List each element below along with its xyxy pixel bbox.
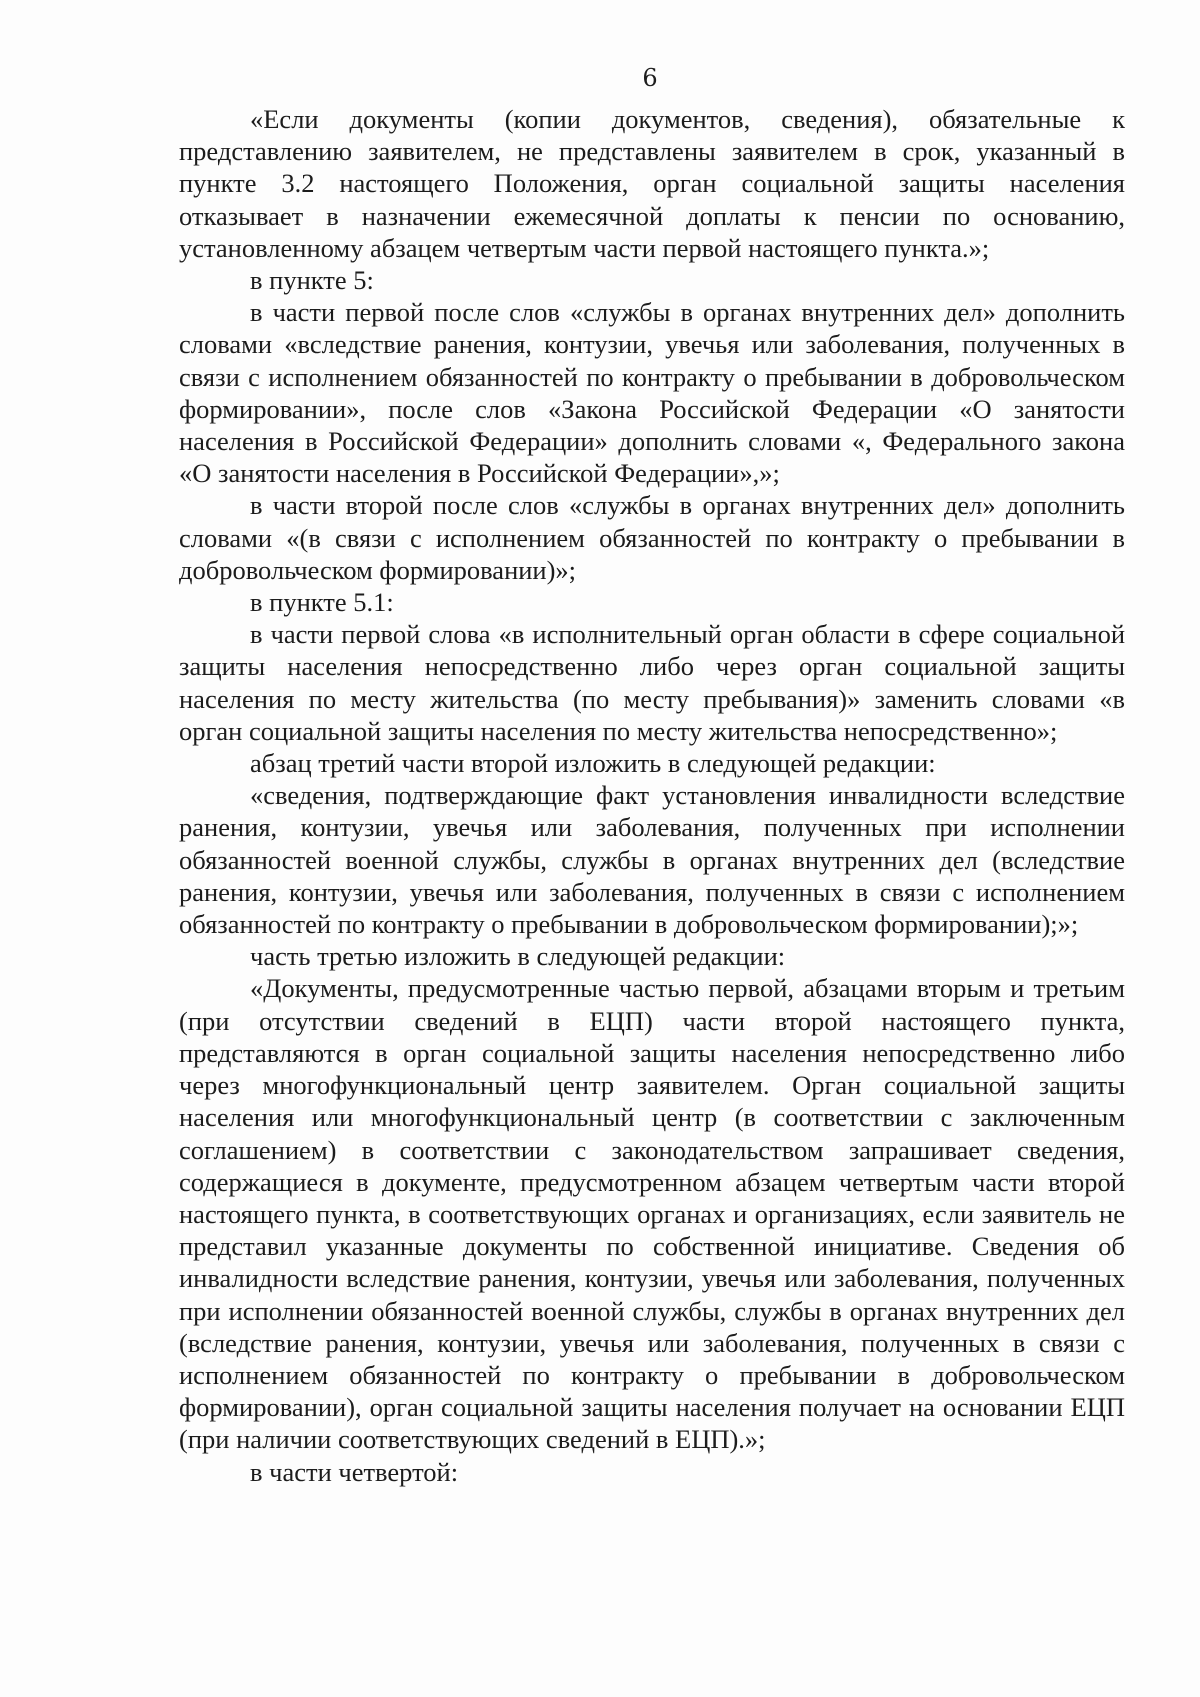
paragraph-item-5-1-part-1: в части первой слова «в исполнительный орган области в сфере социальной защиты населения непосредственно либо через орган социальной защиты населения по месту жительства (по месту пребывания)» заменить словами «в орган социальной защиты населения по месту жительства непосредственно»; xyxy=(179,619,1125,746)
paragraph-item-5-part-1: в части первой после слов «службы в органах внутренних дел» дополнить словами «вследствие ранения, контузии, увечья или заболевания, полученных в связи с исполнением обязанностей по контракту о пребывании в добровольческом формировании», после слов «Закона Российской Федерации «О занятости населения в Российской Федерации» дополнить словами «, Федерального закона «О занятости населения в Российской Федерации»,»; xyxy=(179,297,1125,489)
paragraph-item-5-1-part-2-text: «сведения, подтверждающие факт установления инвалидности вследствие ранения, контузии, увечья или заболевания, полученных при исполнении обязанностей военной службы, службы в органах внутренних дел (вследствие ранения, контузии, увечья или заболевания, полученных в связи с исполнением обязанностей по контракту о пребывании в добровольческом формировании);»; xyxy=(179,780,1125,940)
document-body xyxy=(179,103,1125,1488)
page-number: 6 xyxy=(642,64,658,92)
paragraph-item-5-1-part-4-intro: в части четвертой: xyxy=(250,1456,459,1487)
paragraph-item-5-1-heading: в пункте 5.1: xyxy=(250,587,394,618)
paragraph-item-5-1-part-2-intro: абзац третий части второй изложить в следующей редакции: xyxy=(250,748,936,779)
paragraph-item-5-part-2: в части второй после слов «службы в органах внутренних дел» дополнить словами «(в связи с исполнением обязанностей по контракту о пребывании в добровольческом формировании)»; xyxy=(179,490,1125,585)
paragraph-item-5-heading: в пункте 5: xyxy=(250,265,374,296)
paragraph-item-5-1-part-3-intro: часть третью изложить в следующей редакции: xyxy=(250,941,786,972)
paragraph-item-5-1-part-3-text: «Документы, предусмотренные частью первой, абзацами вторым и третьим (при отсутствии сведений в ЕЦП) части второй настоящего пункта, представляются в орган социальной защиты населения непосредственно либо через многофункциональный центр заявителем. Орган социальной защиты населения или многофункциональный центр (в соответствии с заключенным соглашением) в соответствии с законодательством запрашивает сведения, содержащиеся в документе, предусмотренном абзацем четвертым части второй настоящего пункта, в соответствующих органах и организациях, если заявитель не представил указанные документы по собственной инициативе. Сведения об инвалидности вследствие ранения, контузии, увечья или заболевания, полученных при исполнении обязанностей военной службы, службы в органах внутренних дел (вследствие ранения, контузии, увечья или заболевания, полученных в связи с исполнением обязанностей по контракту о пребывании в добровольческом формировании), орган социальной защиты населения получает на основании ЕЦП (при наличии соответствующих сведений в ЕЦП).»; xyxy=(179,973,1125,1455)
paragraph-refusal-clause: «Если документы (копии документов, сведения), обязательные к представлению заявителем, не представлены заявителем в срок, указанный в пункте 3.2 настоящего Положения, орган социальной защиты населения отказывает в назначении ежемесячной доплаты к пенсии по основанию, установленному абзацем четвертым части первой настоящего пункта.»; xyxy=(179,104,1125,263)
